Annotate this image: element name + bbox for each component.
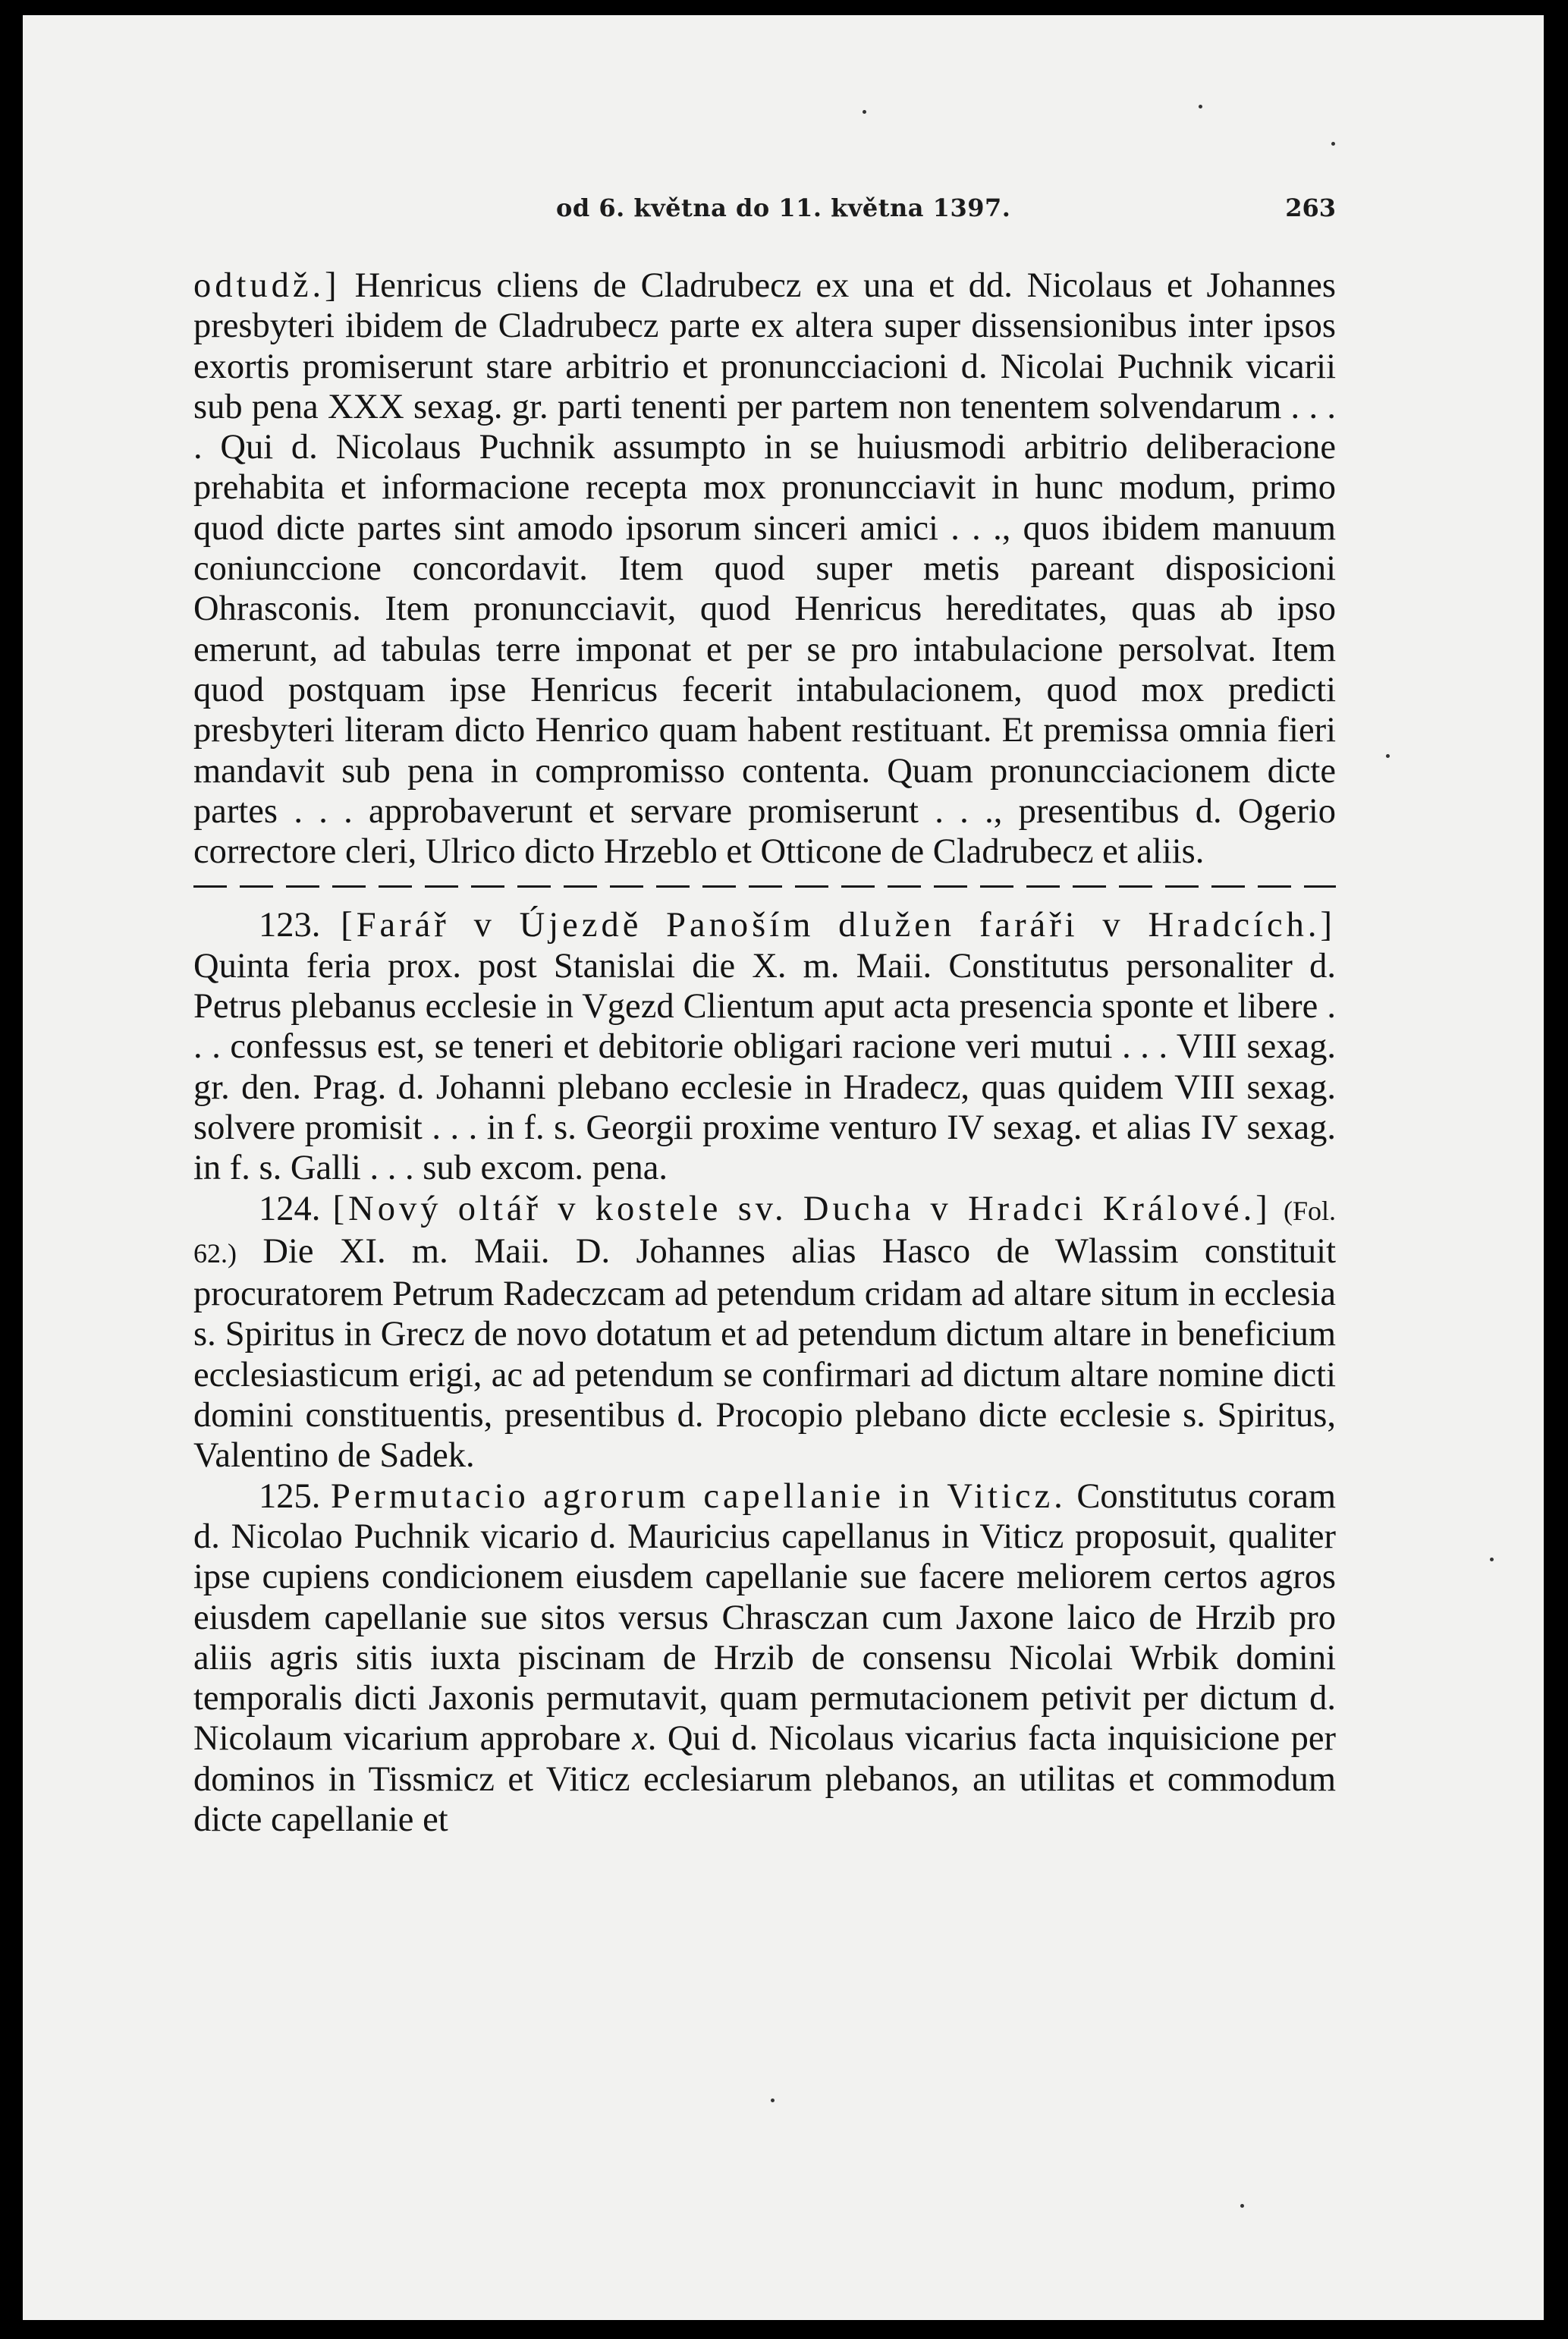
entry-number: 124. xyxy=(259,1189,321,1228)
dashed-separator xyxy=(193,882,1336,891)
entry-title: [Farář v Újezdě Panoším dlužen faráři v Hradcích.] xyxy=(341,906,1336,945)
paper-speck xyxy=(1240,2204,1244,2208)
paper-speck xyxy=(1331,142,1335,146)
paper-speck xyxy=(1386,754,1390,758)
entry-text-continued: . Qui d. Nicolaus vicarius facta inquisicione per dominos in Tissmicz et Viticz ecclesiarum plebanos, an utilitas et commodum dicte capellanie et xyxy=(193,1719,1336,1839)
abbreviation-mark: x xyxy=(632,1719,648,1759)
body-text xyxy=(193,266,1336,1840)
continuation-text: Henricus cliens de Cladrubecz ex una et dd. Nicolaus et Johannes presbyteri ibidem de Cladrubecz parte ex altera super dissensionibus inter ipsos exortis promiserunt stare arbitrio et pronuncciacioni d. Nicolai Puchnik vicarii sub pena XXX sexag. gr. parti tenenti per partem non tenentem solvendarum . . . . Qui d. Nicolaus Puchnik assumpto in se huiusmodi arbitrio deliberacione prehabita et informacione recepta mox pronuncciavit in hunc modum, primo quod dicte partes sint amodo ipsorum sinceri amici . . ., quos ibidem manuum coniunccione concordavit. Item quod super metis pareant disposicioni Ohrasconis. Item pronuncciavit, quod Henricus hereditates, quas ab ipso emerunt, ad tabulas terre imponat et per se pro intabulacione persolvat. Item quod postquam ipse Henricus fecerit intabulacionem, quod mox predicti presbyteri literam dicto Henrico quam habent restituant. Et premissa omnia fieri mandavit sub pena in compromisso contenta. Quam pronuncciacionem dicte partes . . . approbaverunt et servare promiserunt . . ., presentibus d. Ogerio correctore cleri, Ulrico dicto Hrzeblo et Otticone de Cladrubecz et aliis. xyxy=(193,266,1337,872)
entry-number: 125. xyxy=(259,1476,321,1516)
entry-125 xyxy=(193,1476,1336,1841)
continued-entry xyxy=(193,266,1336,872)
page-header xyxy=(193,193,1336,239)
running-title: od 6. května do 11. května 1397. xyxy=(556,193,1011,222)
paper-speck xyxy=(1490,1558,1494,1561)
entry-title: Permutacio agrorum capellanie in Viticz. xyxy=(330,1476,1067,1516)
page-number: 263 xyxy=(1285,193,1336,222)
entry-number: 123. xyxy=(259,906,321,945)
paper-speck xyxy=(1199,105,1202,108)
entry-text: Die XI. m. Maii. D. Johannes alias Hasco de Wlassim constituit procuratorem Petrum Radeczcam ad petendum cridam ad altare situm in ecclesia s. Spiritus in Grecz de novo dotatum et ad petendum dictum altare in beneficium ecclesiasticum erigi, ac ad petendum se confirmari ad dictum altare nomine dicti domini constituentis, presentibus d. Procopio plebano dicte ecclesie s. Spiritus, Valentino de Sadek. xyxy=(193,1231,1337,1476)
entry-124 xyxy=(193,1189,1336,1476)
continuation-lead: odtudž.] xyxy=(193,266,341,305)
paper-speck xyxy=(771,2098,775,2102)
entry-text: Constitutus coram d. Nicolao Puchnik vicario d. Mauricius capellanus in Viticz proposuit, qualiter ipse cupiens condicionem eiusdem capellanie sue facere meliorem certos agros eiusdem capellanie sue sitos versus Chrasczan cum Jaxone laico de Hrzib pro aliis agris sitis iuxta piscinam de Hrzib de consensu Nicolai Wrbik domini temporalis dicti Jaxonis permutavit, quam permutacionem petivit per dictum d. Nicolaum vicarium approbare xyxy=(193,1476,1336,1759)
entry-123 xyxy=(193,905,1336,1188)
entry-text: Quinta feria prox. post Stanislai die X. m. Maii. Constitutus personaliter d. Petrus plebanus ecclesie in Vgezd Clientum aput acta presencia sponte et libere . . . confessus est, se teneri et debitorie obligari racione veri mutui . . . VIII sexag. gr. den. Prag. d. Johanni plebano ecclesie in Hradecz, quas quidem VIII sexag. solvere promisit . . . in f. s. Georgii proxime venturo IV sexag. et alias IV sexag. in f. s. Galli . . . sub excom. pena. xyxy=(193,946,1336,1188)
paper-speck xyxy=(863,110,866,114)
book-page xyxy=(23,15,1544,2320)
folio-reference: (Fol. 62.) xyxy=(193,1195,1337,1269)
entry-title: [Nový oltář v kostele sv. Ducha v Hradci Králové.] xyxy=(332,1189,1271,1228)
